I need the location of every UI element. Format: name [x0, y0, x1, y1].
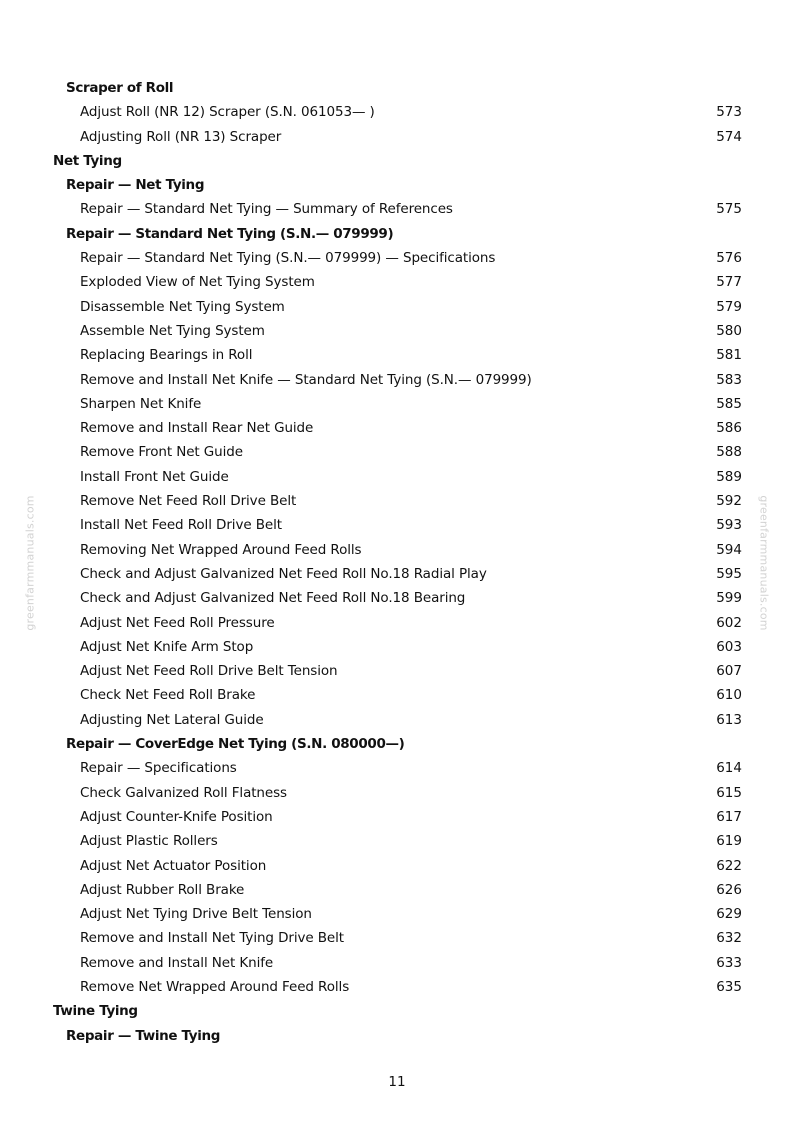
toc-entry-link[interactable] — [0, 902, 794, 926]
toc-entry-title: Adjust Rubber Roll Brake — [80, 881, 245, 898]
toc-entry-page-number: 635 — [716, 978, 742, 995]
toc-entry-link[interactable] — [0, 392, 794, 416]
toc-entry-link[interactable] — [0, 805, 794, 829]
toc-entry-title: Remove Net Feed Roll Drive Belt — [80, 493, 297, 510]
toc-entry-link[interactable] — [0, 368, 794, 392]
toc-entry-link[interactable] — [0, 465, 794, 489]
toc-entry-title: Repair — Twine Tying — [66, 1027, 221, 1044]
toc-entry-page-number: 595 — [716, 565, 742, 582]
toc-entry-page-number: 617 — [716, 808, 742, 825]
toc-entry-link[interactable] — [0, 562, 794, 586]
toc-entry-link[interactable] — [0, 440, 794, 464]
toc-entry-link[interactable] — [0, 416, 794, 440]
toc-entry-link[interactable] — [0, 611, 794, 635]
toc-entry-page-number: 615 — [716, 784, 742, 801]
toc-entry-link[interactable] — [0, 683, 794, 707]
toc-entry-page-number: 610 — [716, 687, 742, 704]
toc-entry-title: Check Net Feed Roll Brake — [80, 687, 256, 704]
toc-entry-title: Check and Adjust Galvanized Net Feed Roll No.18 Bearing — [80, 590, 466, 607]
table-of-contents — [0, 76, 794, 1048]
toc-entry-link[interactable] — [0, 538, 794, 562]
toc-entry-link[interactable] — [0, 270, 794, 294]
toc-entry-title: Repair — Net Tying — [66, 177, 205, 194]
toc-entry-page-number: 633 — [716, 954, 742, 971]
toc-entry-page-number: 589 — [716, 468, 742, 485]
toc-entry-link[interactable] — [0, 197, 794, 221]
toc-entry-page-number: 594 — [716, 541, 742, 558]
toc-entry-title: Disassemble Net Tying System — [80, 298, 285, 315]
toc-entry-page-number: 575 — [716, 201, 742, 218]
toc-entry-title: Adjusting Net Lateral Guide — [80, 711, 264, 728]
toc-entry-title: Removing Net Wrapped Around Feed Rolls — [80, 541, 362, 558]
toc-entry-title: Check and Adjust Galvanized Net Feed Roll No.18 Radial Play — [80, 565, 487, 582]
toc-entry-title: Install Net Feed Roll Drive Belt — [80, 517, 282, 534]
toc-section-heading — [0, 222, 794, 246]
toc-entry-page-number: 603 — [716, 638, 742, 655]
toc-entry-title: Remove and Install Rear Net Guide — [80, 420, 314, 437]
toc-entry-title: Remove and Install Net Knife — [80, 954, 274, 971]
toc-entry-title: Adjust Net Tying Drive Belt Tension — [80, 906, 312, 923]
toc-entry-title: Adjust Net Knife Arm Stop — [80, 638, 254, 655]
toc-entry-link[interactable] — [0, 926, 794, 950]
toc-section-heading — [0, 173, 794, 197]
watermark-right: greenfarmmanuals.com — [757, 495, 771, 631]
page-number: 11 — [388, 1074, 406, 1090]
toc-entry-link[interactable] — [0, 854, 794, 878]
toc-entry-title: Exploded View of Net Tying System — [80, 274, 315, 291]
toc-entry-title: Repair — Standard Net Tying (S.N.— 079999) — [66, 225, 394, 242]
toc-entry-page-number: 614 — [716, 760, 742, 777]
toc-entry-link[interactable] — [0, 513, 794, 537]
toc-entry-link[interactable] — [0, 295, 794, 319]
toc-entry-page-number: 581 — [716, 347, 742, 364]
toc-entry-link[interactable] — [0, 489, 794, 513]
toc-entry-page-number: 588 — [716, 444, 742, 461]
toc-entry-link[interactable] — [0, 586, 794, 610]
toc-entry-link[interactable] — [0, 951, 794, 975]
toc-entry-link[interactable] — [0, 878, 794, 902]
toc-entry-link[interactable] — [0, 829, 794, 853]
toc-section-heading — [0, 1024, 794, 1048]
toc-chapter-heading — [0, 999, 794, 1023]
toc-entry-title: Repair — Specifications — [80, 760, 237, 777]
toc-entry-link[interactable] — [0, 659, 794, 683]
toc-section-heading — [0, 732, 794, 756]
toc-entry-page-number: 576 — [716, 250, 742, 267]
toc-entry-link[interactable] — [0, 708, 794, 732]
toc-entry-link[interactable] — [0, 635, 794, 659]
toc-entry-title: Remove and Install Net Tying Drive Belt — [80, 930, 344, 947]
toc-entry-title: Adjust Roll (NR 12) Scraper (S.N. 061053— ) — [80, 104, 375, 121]
toc-entry-title: Sharpen Net Knife — [80, 395, 202, 412]
toc-entry-title: Adjust Net Feed Roll Drive Belt Tension — [80, 663, 338, 680]
toc-entry-title: Check Galvanized Roll Flatness — [80, 784, 287, 801]
toc-entry-page-number: 602 — [716, 614, 742, 631]
toc-entry-title: Adjusting Roll (NR 13) Scraper — [80, 128, 282, 145]
toc-entry-link[interactable] — [0, 246, 794, 270]
toc-entry-page-number: 626 — [716, 881, 742, 898]
toc-entry-page-number: 579 — [716, 298, 742, 315]
toc-entry-link[interactable] — [0, 756, 794, 780]
toc-chapter-heading — [0, 149, 794, 173]
toc-entry-title: Twine Tying — [53, 1003, 138, 1020]
toc-entry-title: Remove and Install Net Knife — Standard Net Tying (S.N.— 079999) — [80, 371, 532, 388]
toc-entry-page-number: 573 — [716, 104, 742, 121]
toc-entry-page-number: 583 — [716, 371, 742, 388]
toc-entry-title: Net Tying — [53, 152, 122, 169]
toc-entry-title: Repair — Standard Net Tying — Summary of References — [80, 201, 453, 218]
toc-entry-page-number: 613 — [716, 711, 742, 728]
toc-entry-link[interactable] — [0, 100, 794, 124]
toc-entry-title: Adjust Plastic Rollers — [80, 833, 218, 850]
toc-entry-page-number: 619 — [716, 833, 742, 850]
toc-entry-page-number: 629 — [716, 906, 742, 923]
toc-entry-title: Scraper of Roll — [66, 80, 174, 96]
toc-entry-page-number: 593 — [716, 517, 742, 534]
toc-entry-title: Adjust Net Actuator Position — [80, 857, 267, 874]
toc-entry-title: Repair — CoverEdge Net Tying (S.N. 080000—) — [66, 736, 405, 753]
toc-entry-page-number: 592 — [716, 493, 742, 510]
toc-entry-link[interactable] — [0, 975, 794, 999]
toc-entry-page-number: 586 — [716, 420, 742, 437]
toc-entry-page-number: 580 — [716, 322, 742, 339]
toc-entry-link[interactable] — [0, 781, 794, 805]
toc-entry-link[interactable] — [0, 125, 794, 149]
toc-entry-page-number: 599 — [716, 590, 742, 607]
toc-entry-page-number: 622 — [716, 857, 742, 874]
toc-entry-page-number: 632 — [716, 930, 742, 947]
watermark-left: greenfarmmanuals.com — [23, 495, 37, 631]
toc-entry-link[interactable] — [0, 319, 794, 343]
toc-entry-title: Repair — Standard Net Tying (S.N.— 079999) — Specifications — [80, 250, 496, 267]
toc-entry-title: Assemble Net Tying System — [80, 322, 265, 339]
toc-entry-title: Adjust Net Feed Roll Pressure — [80, 614, 275, 631]
toc-entry-title: Replacing Bearings in Roll — [80, 347, 253, 364]
toc-entry-page-number: 607 — [716, 663, 742, 680]
toc-entry-title: Remove Net Wrapped Around Feed Rolls — [80, 978, 350, 995]
toc-entry-page-number: 585 — [716, 395, 742, 412]
toc-entry-title: Adjust Counter-Knife Position — [80, 808, 273, 825]
toc-entry-page-number: 574 — [716, 128, 742, 145]
toc-section-heading — [0, 76, 794, 100]
toc-entry-title: Remove Front Net Guide — [80, 444, 243, 461]
toc-entry-title: Install Front Net Guide — [80, 468, 229, 485]
toc-entry-page-number: 577 — [716, 274, 742, 291]
toc-entry-link[interactable] — [0, 343, 794, 367]
